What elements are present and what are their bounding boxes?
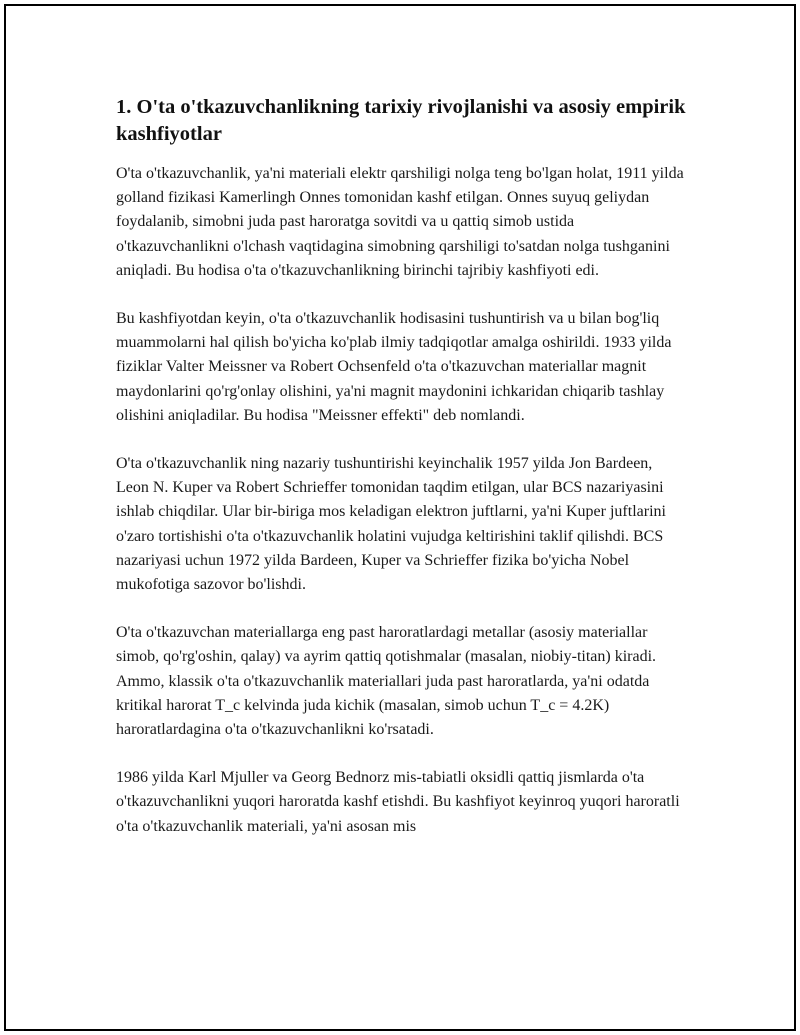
paragraph: O'ta o'tkazuvchanlik, ya'ni materiali elektr qarshiligi nolga teng bo'lgan holat, 1911 yilda golland fizikasi Kamerlingh Onnes tomonidan kashf etilgan. Onnes suyuq geliydan foydalanib, simobni juda past haroratga sovitdi va u qattiq simob ustida o'tkazuvchanlikni o'lchash vaqtidagina simobning qarshiligi to'satdan nolga tushganini aniqladi. Bu hodisa o'ta o'tkazuvchanlikning birinchi tajribiy kashfiyoti edi.	[116, 165, 684, 279]
paragraph: O'ta o'tkazuvchan materiallarga eng past haroratlardagi metallar (asosiy materiallar simob, qo'rg'oshin, qalay) va ayrim qattiq qotishmalar (masalan, niobiy-titan) kiradi. Ammo, klassik o'ta o'tkazuvchanlik materiallari juda past haroratlarda, ya'ni odatda kritikal harorat T_c kelvinda juda kichik (masalan, simob uchun T_c = 4.2K) haroratlardagina o'ta o'tkazuvchanlikni ko'rsatadi.	[116, 624, 657, 739]
section-heading: 1. O'ta o'tkazuvchanlikning tarixiy rivojlanishi va asosiy empirik kashfiyotlar	[116, 96, 686, 145]
document-body	[116, 94, 688, 863]
paragraph: Bu kashfiyotdan keyin, o'ta o'tkazuvchanlik hodisasini tushuntirish va u bilan bog'liq muammolarni hal qilish bo'yicha ko'plab ilmiy tadqiqotlar amalga oshirildi. 1933 yilda fiziklar Valter Meissner va Robert Ochsenfeld o'ta o'tkazuvchan materiallar magnit maydonlarini qo'rg'onlay olishini, ya'ni magnit maydonini ichkaridan chiqarib tashlay olishini aniqladilar. Bu hodisa "Meissner effekti" deb nomlandi.	[116, 310, 672, 424]
paragraph: O'ta o'tkazuvchanlik ning nazariy tushuntirishi keyinchalik 1957 yilda Jon Bardeen, Leon N. Kuper va Robert Schrieffer tomonidan taqdim etilgan, ular BCS nazariyasini ishlab chiqdilar. Ular bir-biriga mos keladigan elektron juftlarni, ya'ni Kuper juftlarini o'zaro tortishishi o'ta o'tkazuvchanlik holatini vujudga keltirishini taklif qilishdi. BCS nazariyasi uchun 1972 yilda Bardeen, Kuper va Schrieffer fizika bo'yicha Nobel mukofotiga sazovor bo'lishdi.	[116, 455, 666, 594]
paragraph: 1986 yilda Karl Mjuller va Georg Bednorz mis-tabiatli oksidli qattiq jismlarda o'ta o'tkazuvchanlikni yuqori haroratda kashf etishdi. Bu kashfiyot keyinroq yuqori haroratli o'ta o'tkazuvchanlik materiali, ya'ni asosan mis	[116, 769, 680, 835]
